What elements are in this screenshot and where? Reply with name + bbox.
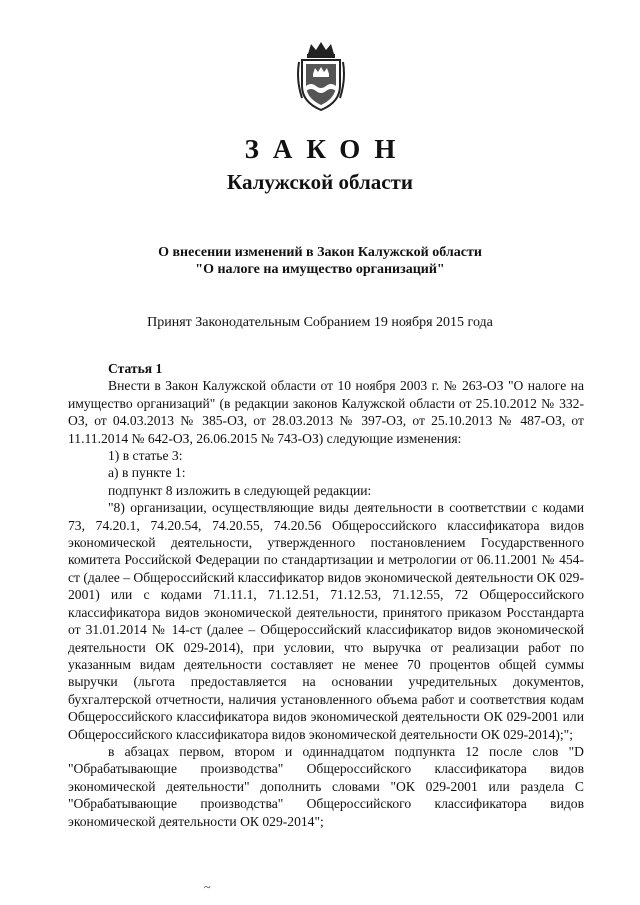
- document-subtitle: Калужской области: [227, 170, 413, 194]
- list-item-1: 1) в статье 3:: [108, 448, 183, 464]
- quoted-subparagraph: "8) организации, осуществляющие виды деятельности в соответствии с кодами 73, 74.20.1, 74.20.54, 74.20.55, 74.20.56 Общероссийского классификатора видов экономической деятельности, утвержденного постановлением Государственного комитета Российской Федерации по стандартизации и метрологии от 06.11.2001 № 454-ст (далее – Общероссийский классификатор видов экономической деятельности ОК 029-2001) или с кодами 71.11.1, 71.12.51, 71.12.53, 71.12.55, 72 Общероссийского классификатора видов экономической деятельности, принятого приказом Росстандарта от 31.01.2014 № 14-ст (далее – Общероссийский классификатор видов экономической деятельности ОК 029-2014), при условии, что выручка от реализации работ по указанным видам деятельности составляет не менее 70 процентов общей суммы выручки (льгота предоставляется на основании учредительных документов, бухгалтерской отчетности, наличия установленного объема работ и соответствия кодам Общероссийского классификатора видов экономической деятельности ОК 029-2001 или Общероссийского классификатора видов экономической деятельности ОК 029-2014);";: [68, 500, 584, 742]
- law-heading-line2: "О налоге на имущество организаций": [195, 262, 445, 277]
- article-intro: Внести в Закон Калужской области от 10 ноября 2003 г. № 263-ОЗ "О налоге на имущество организаций" (в редакции законов Калужской области от 25.10.2012 № 332-ОЗ, от 04.03.2013 № 385-ОЗ, от 28.03.2013 № 397-ОЗ, от 25.10.2013 № 487-ОЗ, от 11.11.2014 № 642-ОЗ, 26.06.2015 № 743-ОЗ) следующие изменения:: [68, 378, 584, 446]
- coat-of-arms-icon: [296, 40, 346, 112]
- law-heading-line1: О внесении изменений в Закон Калужской области: [158, 245, 482, 260]
- article-title: Статья 1: [108, 361, 163, 376]
- list-item-sub: подпункт 8 изложить в следующей редакции:: [108, 482, 372, 498]
- scan-mark: ~: [204, 880, 211, 894]
- paragraph-2: в абзацах первом, втором и одиннадцатом подпункта 12 после слов "D "Обрабатывающие производства" Общероссийского классификатора видов экономической деятельности" дополнить словами "ОК 029-2001 или раздела С "Обрабатывающие производства" Общероссийского классификатора видов экономической деятельности ОК 029-2014";: [68, 743, 584, 829]
- adoption-line: Принят Законодательным Собранием 19 ноября 2015 года: [147, 315, 493, 330]
- list-item-a: а) в пункте 1:: [108, 465, 186, 481]
- document-body: [68, 360, 584, 830]
- law-heading: [0, 244, 640, 278]
- document-title: ЗАКОН: [244, 134, 410, 164]
